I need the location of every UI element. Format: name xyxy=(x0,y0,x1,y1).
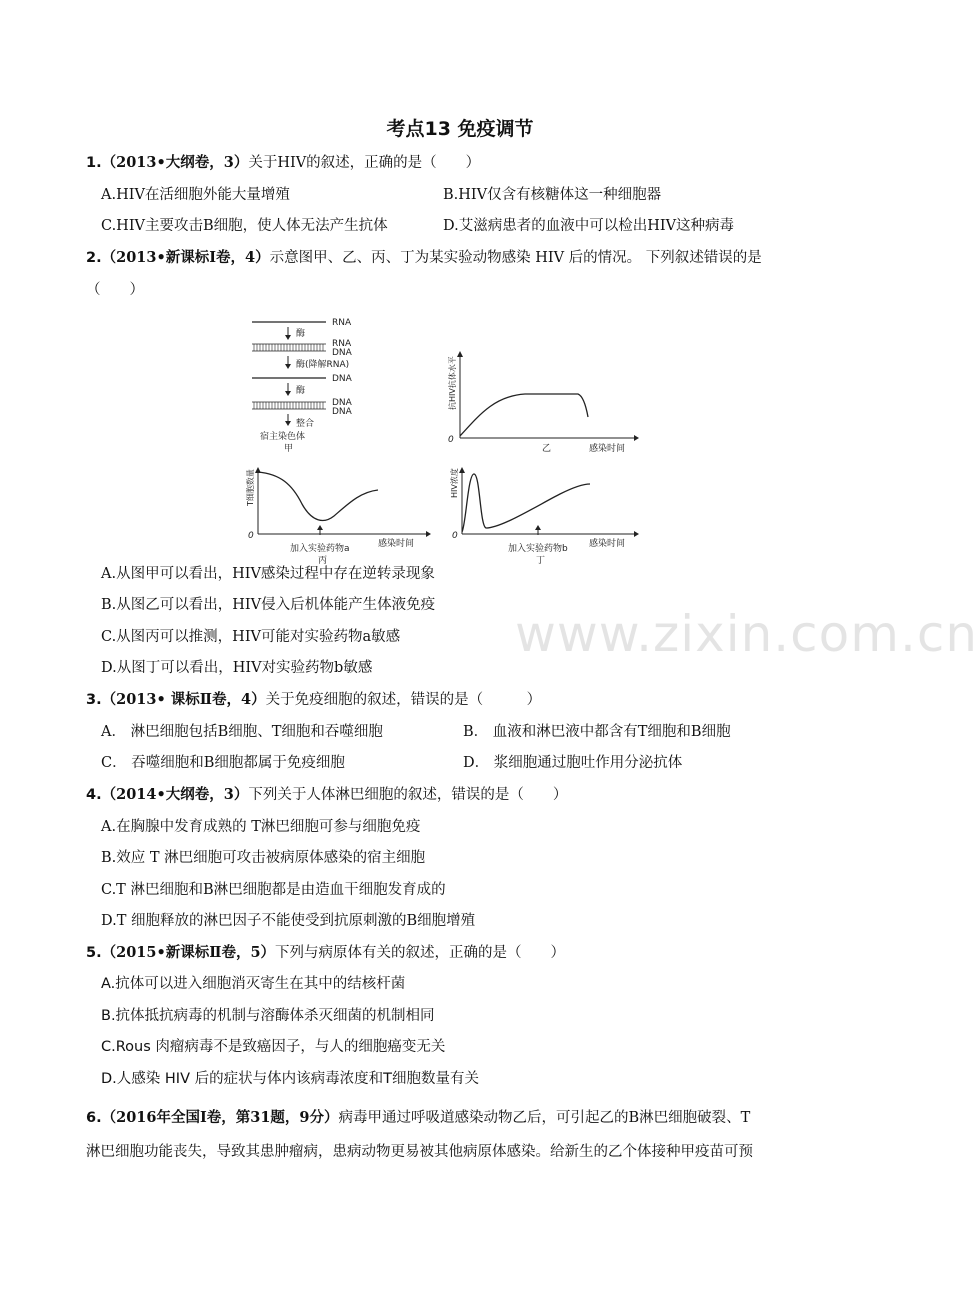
question-4-option-a: A.在胸腺中发育成熟的 T淋巴细胞可参与细胞免疫 xyxy=(101,819,421,835)
question-5-stem xyxy=(86,943,565,963)
question-3-option-b: B． 血液和淋巴液中都含有T细胞和B细胞 xyxy=(463,724,731,740)
origin-ding: 0 xyxy=(452,531,458,541)
question-2-option-d: D.从图丁可以看出，HIV对实验药物b敏感 xyxy=(101,660,373,676)
label-ding: 丁 xyxy=(536,556,546,566)
question-number: 3. xyxy=(86,692,102,708)
question-number: 2. xyxy=(86,250,102,266)
question-text: 关于免疫细胞的叙述，错误的是（ ） xyxy=(265,692,542,708)
label-enzyme-2: 酶(降解RNA) xyxy=(296,360,350,370)
question-2-option-a: A.从图甲可以看出，HIV感染过程中存在逆转录现象 xyxy=(101,566,435,582)
question-number: 6. xyxy=(86,1110,102,1126)
question-number: 5. xyxy=(86,945,102,961)
xlabel-yi: 感染时间 xyxy=(589,444,626,454)
question-5-option-c: C.Rous 肉瘤病毒不是致癌因子，与人的细胞癌变无关 xyxy=(101,1039,446,1055)
question-5-option-d: D.人感染 HIV 后的症状与体内该病毒浓度和T细胞数量有关 xyxy=(101,1071,479,1087)
question-1-option-a: A.HIV在活细胞外能大量增殖 xyxy=(101,187,290,203)
xlabel-ding: 感染时间 xyxy=(589,539,626,549)
label-dna-4: DNA xyxy=(332,407,352,417)
question-source: （2013•新课标Ⅰ卷，4） xyxy=(101,249,270,266)
figure-jia xyxy=(252,318,353,454)
question-3-option-a: A． 淋巴细胞包括B细胞、T细胞和吞噬细胞 xyxy=(101,724,383,740)
drug-a-label: 加入实验药物a xyxy=(290,544,350,554)
label-dna-3: DNA xyxy=(332,398,352,408)
question-source: （2013• 课标Ⅱ卷，4） xyxy=(101,691,266,708)
question-source: （2013•大纲卷，3） xyxy=(101,154,249,171)
question-1-option-c: C.HIV主要攻击B细胞，使人体无法产生抗体 xyxy=(101,218,388,234)
origin-bing: 0 xyxy=(248,531,254,541)
question-1-option-b: B.HIV仅含有核糖体这一种细胞器 xyxy=(443,187,662,203)
question-text: 下列关于人体淋巴细胞的叙述，错误的是（ ） xyxy=(248,787,568,803)
drug-b-label: 加入实验药物b xyxy=(508,544,568,554)
figure-bing xyxy=(245,467,431,566)
question-2-paren: （ ） xyxy=(86,282,144,298)
figure-yi xyxy=(447,351,639,454)
label-yi: 乙 xyxy=(542,444,552,454)
question-6-line-2: 淋巴细胞功能丧失，导致其患肿瘤病，患病动物更易被其他病原体感染。给新生的乙个体接种甲疫苗可预 xyxy=(86,1144,753,1160)
question-text: 关于HIV的叙述，正确的是（ ） xyxy=(248,155,481,171)
ylabel-ding: HIV浓度 xyxy=(450,468,459,498)
question-4-stem xyxy=(86,785,567,805)
xlabel-bing: 感染时间 xyxy=(378,539,415,549)
question-source: （2016年全国Ⅰ卷，第31题，9分） xyxy=(101,1109,339,1126)
question-3-option-d: D． 浆细胞通过胞吐作用分泌抗体 xyxy=(463,755,683,771)
origin-yi: 0 xyxy=(448,435,454,445)
label-integrate: 整合 xyxy=(296,419,315,429)
question-source: （2014•大纲卷，3） xyxy=(101,786,249,803)
question-number: 1. xyxy=(86,155,102,171)
question-4-option-b: B.效应 T 淋巴细胞可攻击被病原体感染的宿主细胞 xyxy=(101,850,426,866)
question-2-option-c: C.从图丙可以推测，HIV可能对实验药物a敏感 xyxy=(101,629,401,645)
label-host-chromosome: 宿主染色体 xyxy=(260,432,306,442)
label-enzyme-1: 酶 xyxy=(296,329,306,339)
question-text: 示意图甲、乙、丙、丁为某实验动物感染 HIV 后的情况。 下列叙述错误的是 xyxy=(269,250,762,266)
question-1-stem xyxy=(86,153,480,173)
page-title: 考点13 免疫调节 xyxy=(386,118,534,140)
watermark: www.zixin.com.cn xyxy=(515,605,978,663)
label-dna-1: DNA xyxy=(332,348,352,358)
question-2-option-b: B.从图乙可以看出，HIV侵入后机体能产生体液免疫 xyxy=(101,597,436,613)
question-1-option-d: D.艾滋病患者的血液中可以检出HIV这种病毒 xyxy=(443,218,735,234)
question-4-option-c: C.T 淋巴细胞和B淋巴细胞都是由造血干细胞发育成的 xyxy=(101,882,446,898)
question-6-line-1 xyxy=(86,1108,750,1128)
question-source: （2015•新课标Ⅱ卷，5） xyxy=(101,944,276,961)
question-text: 病毒甲通过呼吸道感染动物乙后，可引起乙的B淋巴细胞破裂、T xyxy=(338,1110,751,1126)
label-dna-2: DNA xyxy=(332,374,352,384)
label-jia: 甲 xyxy=(284,444,294,454)
question-5-option-b: B.抗体抵抗病毒的机制与溶酶体杀灭细菌的机制相同 xyxy=(101,1008,435,1024)
label-bing: 丙 xyxy=(318,556,328,566)
label-rna-2: RNA xyxy=(332,339,352,349)
question-3-stem xyxy=(86,690,541,710)
question-number: 4. xyxy=(86,787,102,803)
question-5-option-a: A.抗体可以进入细胞消灭寄生在其中的结核杆菌 xyxy=(101,976,406,992)
label-rna-1: RNA xyxy=(332,318,352,328)
question-2-stem xyxy=(86,248,762,268)
ylabel-yi: 抗HIV抗体水平 xyxy=(448,356,457,410)
figure-ding xyxy=(449,467,639,566)
ylabel-bing: T细胞数量 xyxy=(246,469,255,506)
question-4-option-d: D.T 细胞释放的淋巴因子不能使受到抗原刺激的B细胞增殖 xyxy=(101,913,476,929)
question-3-option-c: C． 吞噬细胞和B细胞都属于免疫细胞 xyxy=(101,755,345,771)
question-text: 下列与病原体有关的叙述，正确的是（ ） xyxy=(275,945,566,961)
hiv-figure xyxy=(240,314,640,569)
label-enzyme-3: 酶 xyxy=(296,386,306,396)
